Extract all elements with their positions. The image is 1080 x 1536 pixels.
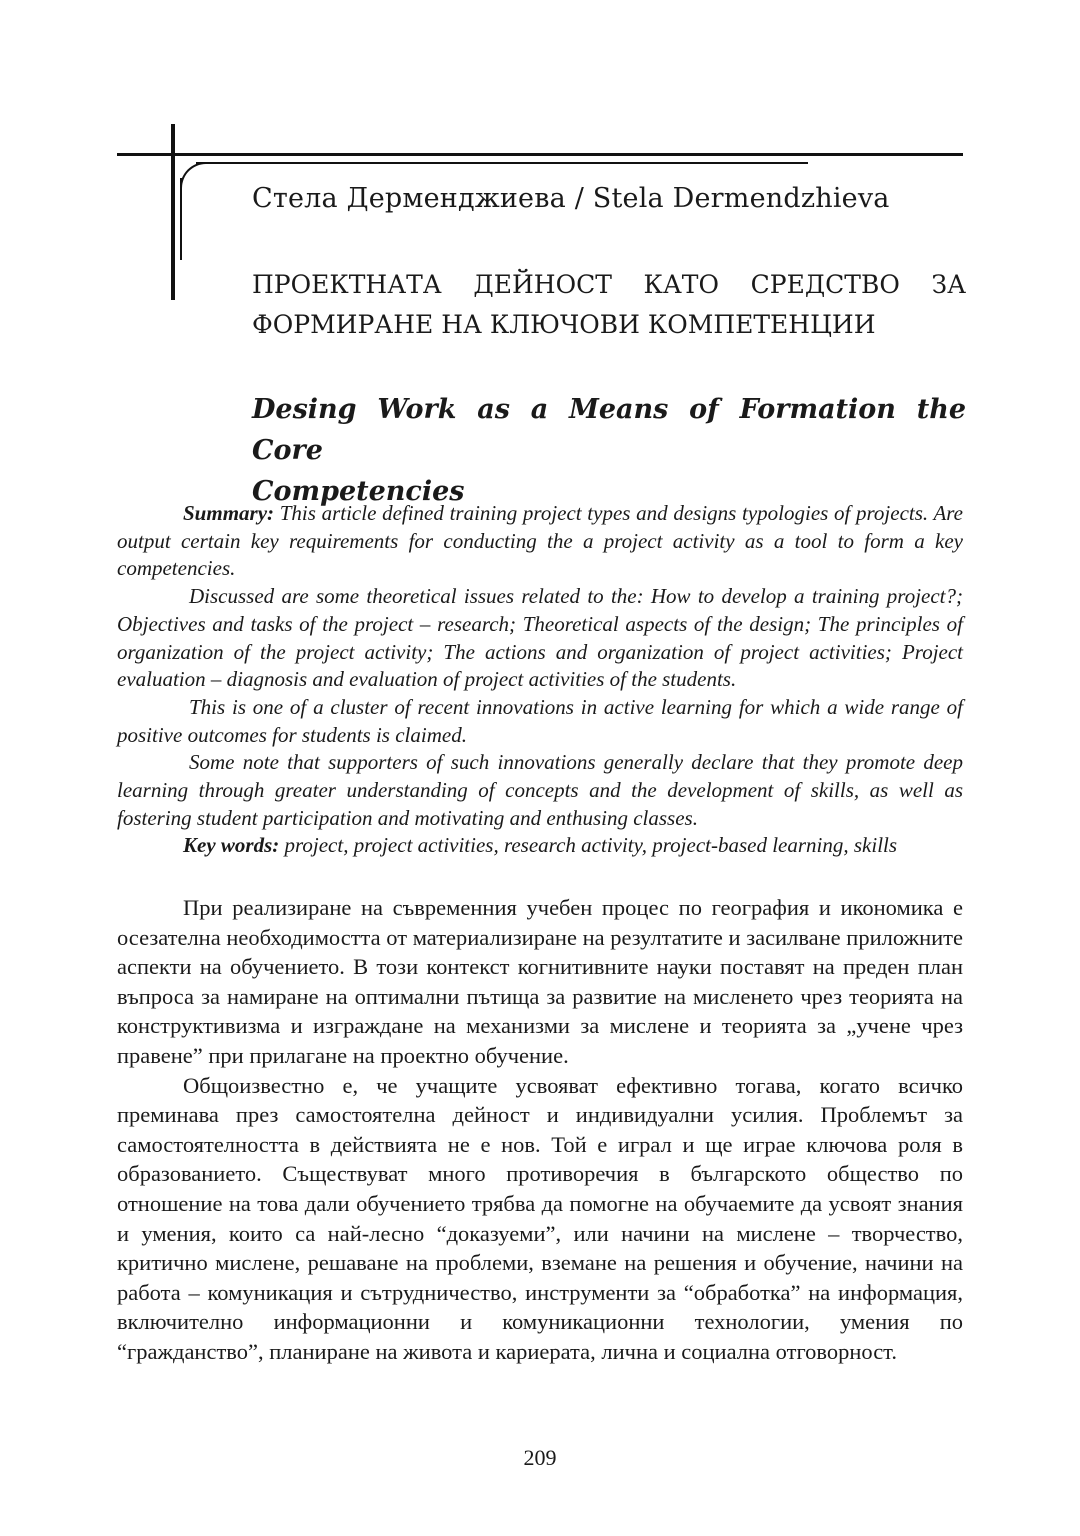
summary-paragraph-4: Some note that supporters of such innovations generally declare that they promote deep learning through greater understanding of concepts and the development of skills, as well as fostering student participation and motivating and enthusing classes. — [117, 750, 963, 830]
author-name: Стела Дерменджиева / Stela Dermendzhieva — [252, 183, 890, 214]
summary-text-1: This article defined training project types and designs typologies of projects. Are output certain key requirements for conducting the a project activity as a tool to form a key competencies. — [117, 501, 963, 581]
article-title-english — [252, 389, 966, 512]
summary-paragraph-2: Discussed are some theoretical issues related to the: How to develop a training project?; Objectives and tasks of the project – research; Theoretical aspects of the design; The principles of organization of the project activity; The actions and organization of project activities; Project evaluation – diagnosis and evaluation of project activities of the students. — [117, 584, 963, 692]
page-number: 209 — [523, 1445, 557, 1470]
title-bg-line-1: ПРОЕКТНАТА ДЕЙНОСТ КАТО СРЕДСТВО ЗА — [252, 270, 966, 299]
title-bg-line-2: ФОРМИРАНЕ НА КЛЮЧОВИ КОМПЕТЕНЦИИ — [252, 310, 876, 339]
decorative-horizontal-rule — [117, 153, 963, 156]
summary-label: Summary: — [183, 501, 275, 525]
title-en-line-1: Desing Work as a Means of Formation the Core — [252, 394, 966, 466]
body-paragraph-1: При реализиране на съвременния учебен процес по география и икономика е осезателна необходимостта от материализиране на резултатите и засилване приложните аспекти на обучението. В този контекст когнитивните науки поставят на преден план въпроса за намиране на оптимални пътища за развитие на мисленето чрез теорията на конструктивизма и изграждане на механизми за мислене и теорията за „учене чрез правене” при прилагане на проектно обучение. — [117, 895, 963, 1068]
body-paragraph-2: Общоизвестно е, че учащите усвояват ефективно тогава, когато всичко преминава през самостоятелна дейност и индивидуални усилия. Проблемът за самостоятелността в действията не е нов. Той е играл и ще играе ключова роля в образованието. Съществуват много противоречия в българското общество по отношение на това дали обучението трябва да помогне на обучаемите да усвоят знания и умения, които са най-лесно “доказуеми”, или начини на мислене – творчество, критично мислене, решаване на проблеми, вземане на решения и обучение, начини на работа – комуникация и сътрудничество, инструменти за “обработка” на информация, включително информационни и комуникационни технологии, умения по “гражданство”, планиране на живота и кариерата, лична и социална отговорност. — [117, 1072, 963, 1364]
decorative-thin-rule — [196, 162, 808, 164]
decorative-vertical-rule — [171, 124, 175, 300]
summary-paragraph-3: This is one of a cluster of recent innovations in active learning for which a wide range of positive outcomes for students is claimed. — [117, 694, 963, 747]
title-en-line-2: Competencies — [252, 476, 465, 507]
keywords-paragraph — [117, 832, 963, 860]
summary-paragraph-1 — [117, 500, 963, 583]
body-text — [117, 893, 963, 1367]
summary-block — [117, 500, 963, 860]
article-title-bulgarian — [252, 265, 966, 345]
decorative-corner-curve — [180, 162, 222, 194]
keywords-text: project, project activities, research activity, project-based learning, skills — [284, 833, 898, 858]
keywords-label: Key words: — [183, 833, 280, 858]
